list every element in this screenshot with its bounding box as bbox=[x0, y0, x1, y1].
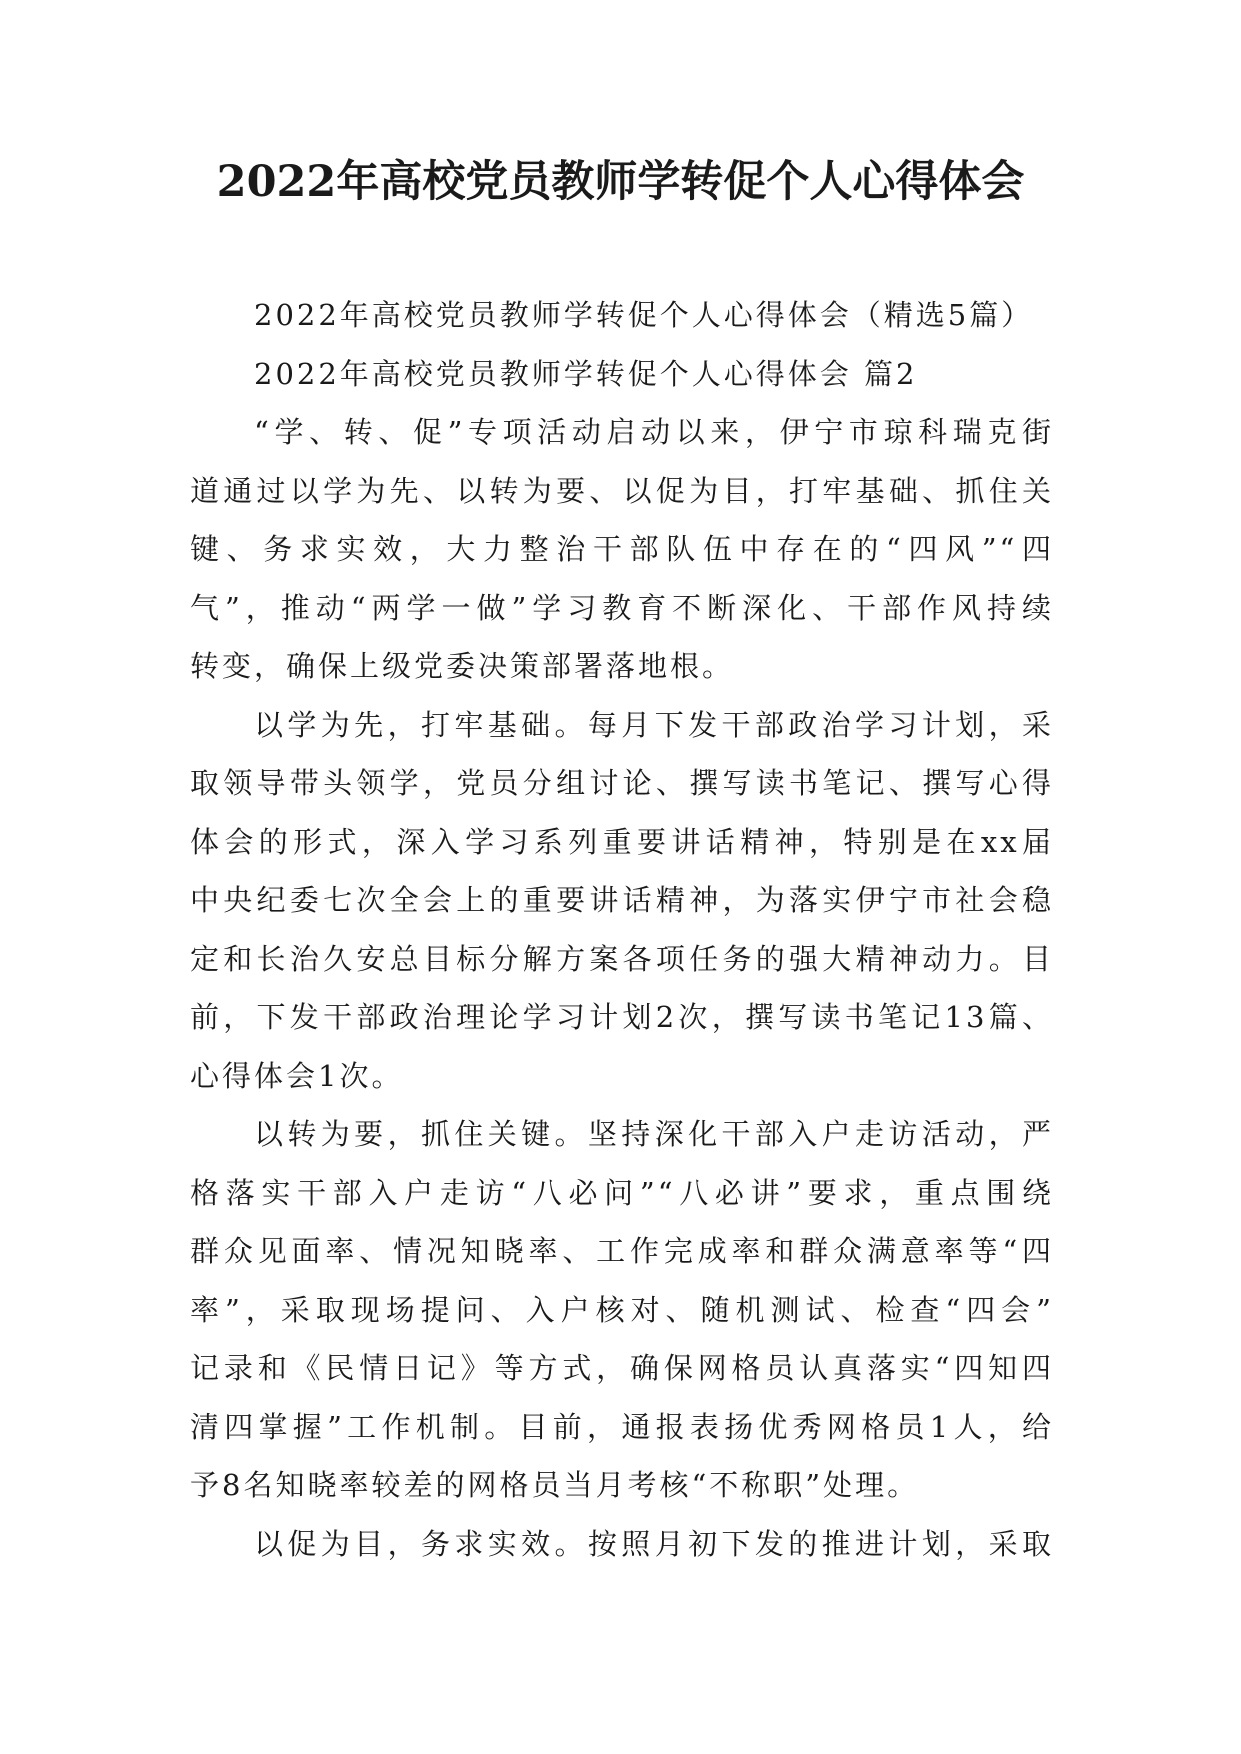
paragraph-line: 定和长治久安总目标分解方案各项任务的强大精神动力。目 bbox=[190, 941, 1054, 976]
paragraph-line: 率”，采取现场提问、入户核对、随机测试、检查“四会” bbox=[190, 1292, 1054, 1327]
paragraph-line: 以学为先，打牢基础。每月下发干部政治学习计划，采 bbox=[254, 707, 1054, 742]
paragraph-line: 格落实干部入户走访“八必问”“八必讲”要求，重点围绕 bbox=[190, 1175, 1054, 1210]
paragraph-line: 记录和《民情日记》等方式，确保网格员认真落实“四知四 bbox=[190, 1351, 1054, 1385]
document-title: 2022年高校党员教师学转促个人心得体会 bbox=[216, 157, 1025, 207]
paragraph-line: 气”，推动“两学一做”学习教育不断深化、干部作风持续 bbox=[190, 590, 1054, 625]
paragraph-line: 前，下发干部政治理论学习计划2次，撰写读书笔记13篇、 bbox=[190, 1000, 1054, 1034]
paragraph-line: 以促为目，务求实效。按照月初下发的推进计划，采取 bbox=[254, 1526, 1054, 1561]
paragraph-line: 转变，确保上级党委决策部署落地根。 bbox=[190, 649, 735, 683]
paragraph-line: 清四掌握”工作机制。目前，通报表扬优秀网格员1人，给 bbox=[190, 1409, 1054, 1444]
paragraph-line: 中央纪委七次全会上的重要讲话精神，为落实伊宁市社会稳 bbox=[190, 883, 1054, 917]
section-heading: 2022年高校党员教师学转促个人心得体会 篇2 bbox=[254, 356, 918, 391]
paragraph-line: 予8名知晓率较差的网格员当月考核“不称职”处理。 bbox=[190, 1468, 920, 1502]
paragraph-line: 以转为要，抓住关键。坚持深化干部入户走访活动，严 bbox=[254, 1117, 1054, 1151]
document-body bbox=[190, 286, 1054, 1573]
paragraph-line: 取领导带头领学，党员分组讨论、撰写读书笔记、撰写心得 bbox=[190, 766, 1054, 800]
paragraph-line: “学、转、促”专项活动启动以来，伊宁市琼科瑞克街 bbox=[254, 415, 1054, 449]
document-subtitle: 2022年高校党员教师学转促个人心得体会（精选5篇） bbox=[254, 298, 1034, 332]
paragraph-line: 群众见面率、情况知晓率、工作完成率和群众满意率等“四 bbox=[190, 1234, 1054, 1268]
paragraph-line: 心得体会1次。 bbox=[190, 1058, 404, 1093]
paragraph-line: 键、务求实效，大力整治干部队伍中存在的“四风”“四 bbox=[190, 532, 1054, 566]
paragraph-line: 体会的形式，深入学习系列重要讲话精神，特别是在xx届 bbox=[190, 824, 1054, 859]
paragraph-line: 道通过以学为先、以转为要、以促为目，打牢基础、抓住关 bbox=[190, 473, 1054, 508]
